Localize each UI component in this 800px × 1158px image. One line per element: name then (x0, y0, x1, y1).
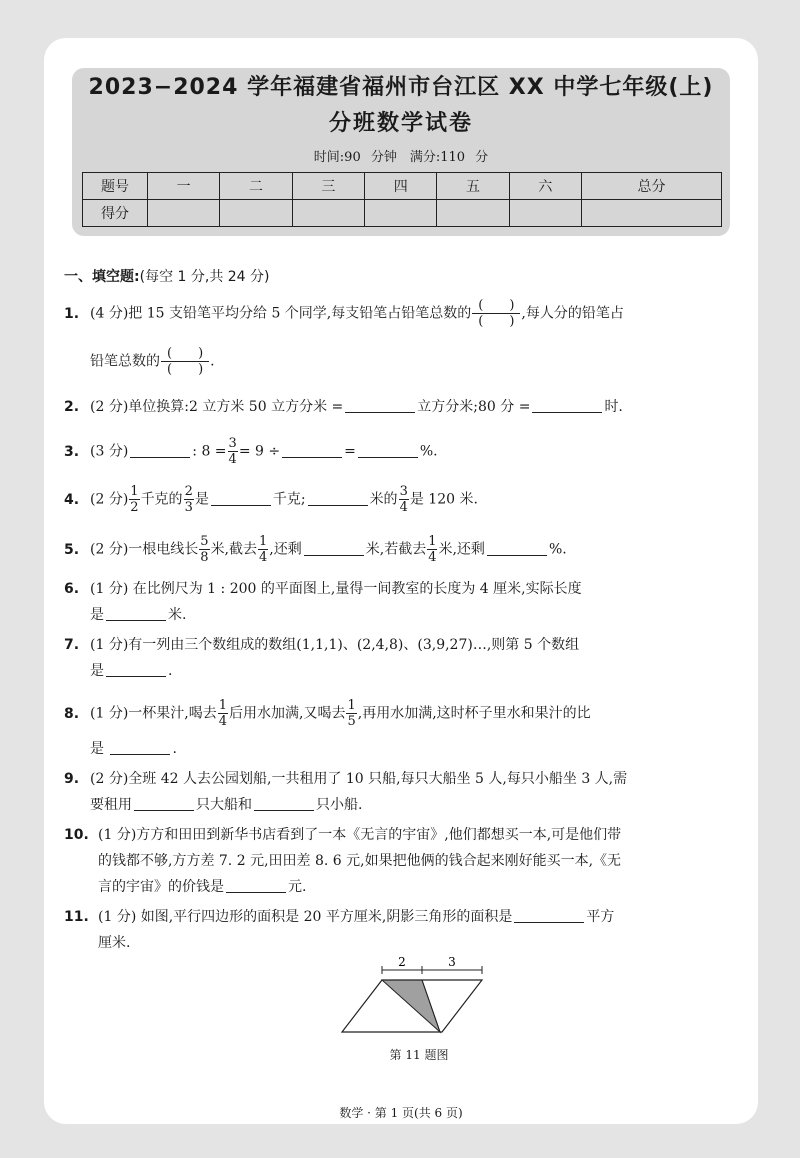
exam-title: 2023−2024 学年福建省福州市台江区 XX 中学七年级(上) (88, 75, 714, 100)
score-header-row (83, 173, 722, 200)
question-11-cont: 厘米. (98, 935, 131, 951)
fraction: $\frac{1}{2}$ (130, 484, 139, 515)
dimension-label-left: 2 (398, 955, 406, 969)
answer-blank[interactable] (134, 796, 194, 811)
answer-blank[interactable] (487, 541, 547, 556)
fraction: $\frac{1}{4}$ (428, 534, 437, 565)
score-blank[interactable] (582, 200, 722, 227)
figure-caption: 第 11 题图 (389, 1048, 449, 1062)
fraction: $\frac{1}{5}$ (347, 698, 356, 729)
answer-blank[interactable] (532, 398, 602, 413)
exam-meta: 时间:90 分钟 满分:110 分 (313, 150, 489, 165)
question-10: 10. (1 分)方方和田田到新华书店看到了一本《无言的宇宙》,他们都想买一本,可是他们带 (64, 827, 622, 843)
answer-blank[interactable] (282, 443, 342, 458)
question-8: 8. (1 分)一杯果汁,喝去 $\frac{1}{4}$ 后用水加满,又喝去 $\frac{1}{5}$ ,再用水加满,这时杯子里水和果汁的比 (64, 698, 591, 729)
question-10-cont2: 言的宇宙》的价钱是 元. (98, 879, 307, 895)
score-blank[interactable] (437, 200, 509, 227)
score-table (82, 172, 722, 227)
answer-blank[interactable] (308, 491, 368, 506)
score-blank[interactable] (220, 200, 292, 227)
score-cell: 六 (509, 173, 581, 200)
fraction: $\frac{5}{8}$ (200, 534, 209, 565)
fraction: $\frac{3}{4}$ (399, 484, 408, 515)
question-7-cont: 是 . (90, 663, 173, 679)
question-6-cont: 是 米. (90, 607, 187, 623)
answer-fraction[interactable]: $\frac{( )}{( )}$ (472, 298, 520, 329)
page-footer: 数学 · 第 1 页(共 6 页) (339, 1106, 463, 1120)
score-cell: 三 (292, 173, 364, 200)
question-11: 11. (1 分) 如图,平行四边形的面积是 20 平方厘米,阴影三角形的面积是 平方 (64, 909, 615, 925)
answer-blank[interactable] (106, 662, 166, 677)
exam-subtitle: 分班数学试卷 (328, 111, 473, 136)
question-9-cont: 要租用 只大船和 只小船. (90, 797, 363, 813)
fraction: $\frac{1}{4}$ (259, 534, 268, 565)
answer-blank[interactable] (304, 541, 364, 556)
answer-blank[interactable] (226, 878, 286, 893)
question-5: 5. (2 分)一根电线长 $\frac{5}{8}$ 米,截去 $\frac{1}{4}$ ,还剩 米,若截去 $\frac{1}{4}$ 米,还剩 %. (64, 534, 567, 565)
question-3: 3. (3 分) : 8 = $\frac{3}{4}$ = 9 ÷ = %. (64, 436, 438, 467)
header-box (72, 68, 730, 236)
question-4: 4. (2 分) $\frac{1}{2}$ 千克的 $\frac{2}{3}$ 是 千克; 米的 $\frac{3}{4}$ 是 120 米. (64, 484, 478, 515)
exam-page (44, 38, 758, 1124)
score-cell: 一 (148, 173, 220, 200)
question-1: 1. (4 分)把 15 支铅笔平均分给 5 个同学,每支铅笔占铅笔总数的 $\frac{( )}{( )}$ ,每人分的铅笔占 (64, 298, 624, 329)
score-cell: 四 (365, 173, 437, 200)
score-blank[interactable] (365, 200, 437, 227)
section-title: 一、填空题:(每空 1 分,共 24 分) (64, 269, 270, 285)
question-8-cont: 是 . (90, 741, 177, 757)
fraction: $\frac{1}{4}$ (218, 698, 228, 729)
answer-blank[interactable] (110, 740, 170, 755)
question-10-cont: 的钱都不够,方方差 7. 2 元,田田差 8. 6 元,如果把他俩的钱合起来刚好能买一本,《无 (98, 853, 622, 869)
question-9: 9. (2 分)全班 42 人去公园划船,一共租用了 10 只船,每只大船坐 5 人,每只小船坐 3 人,需 (64, 771, 628, 787)
score-cell: 五 (437, 173, 509, 200)
answer-blank[interactable] (358, 443, 418, 458)
question-1-cont: 铅笔总数的 $\frac{( )}{( )}$ . (90, 346, 215, 377)
fraction: $\frac{2}{3}$ (184, 484, 193, 515)
parallelogram-figure (340, 952, 500, 1052)
answer-blank[interactable] (345, 398, 415, 413)
dimension-label-right: 3 (448, 955, 456, 969)
score-blank[interactable] (509, 200, 581, 227)
question-6: 6. (1 分) 在比例尺为 1 : 200 的平面图上,量得一间教室的长度为 4 厘米,实际长度 (64, 581, 582, 597)
score-value-row (83, 200, 722, 227)
answer-blank[interactable] (514, 908, 584, 923)
answer-blank[interactable] (106, 606, 166, 621)
score-label: 得分 (83, 200, 148, 227)
score-cell: 题号 (83, 173, 148, 200)
question-2: 2. (2 分)单位换算:2 立方米 50 立方分米 = 立方分米;80 分 = 时. (64, 399, 623, 415)
answer-blank[interactable] (130, 443, 190, 458)
fraction: $\frac{3}{4}$ (228, 436, 237, 467)
answer-blank[interactable] (211, 491, 271, 506)
answer-fraction[interactable]: $\frac{( )}{( )}$ (161, 346, 209, 377)
score-blank[interactable] (292, 200, 364, 227)
score-cell: 总分 (582, 173, 722, 200)
score-blank[interactable] (148, 200, 220, 227)
question-7: 7. (1 分)有一列由三个数组成的数组(1,1,1)、(2,4,8)、(3,9,27)…,则第 5 个数组 (64, 637, 580, 653)
answer-blank[interactable] (254, 796, 314, 811)
score-cell: 二 (220, 173, 292, 200)
